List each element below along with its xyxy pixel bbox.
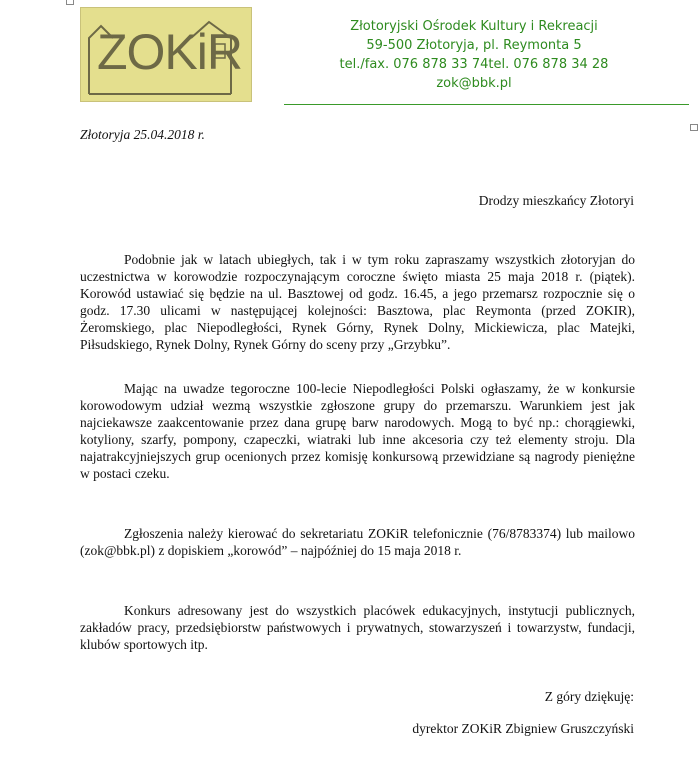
paragraph-2: Mając na uwadze tegoroczne 100-lecie Niepodległości Polski ogłaszamy, że w konkursie korowodowym udział wezmą wszystkie zgłoszone grupy do przemarszu. Warunkiem jest jak najciekawsze zaakcentowanie przez dana grupę barw narodowych. Mogą to być np.: chorągiewki, kotyliony, szarfy, pompony, czapeczki, wiatraki lub inne akcesoria czy też elementy stroju. Dla najatrakcyjniejszych grup ocenionych przez komisję konkursową przewidziane są nagrody pieniężne w postaci czeku. [80,381,635,481]
org-address: 59-500 Złotoryja, pl. Reymonta 5 [366,38,582,53]
letterhead [284,17,664,93]
page-side-mark [690,124,698,131]
letter-date: Złotoryja 25.04.2018 r. [80,127,205,142]
paragraph-1: Podobnie jak w latach ubiegłych, tak i w tym roku zapraszamy wszystkich złotoryjan do uczestnictwa w korowodzie rozpoczynającym coroczne święto miasta 25 maja 2018 r. (piątek). Korowód ustawiać się będzie na ul. Basztowej od godz. 16.45, a jego przemarsz rozpocznie się o godz. 17.30 ulicami w następującej kolejności: Basztowa, plac Reymonta (przed ZOKIR), Żeromskiego, plac Niepodległości, Rynek Górny, Rynek Dolny, Mickiewicza, plac Matejki, Piłsudskiego, Rynek Dolny, Rynek Górny do sceny przy „Grzybku”. [80,252,635,352]
logo-text: ZOKiR [97,24,242,80]
paragraph-4: Konkurs adresowany jest do wszystkich placówek edukacyjnych, instytucji publicznych, zakładów pracy, przedsiębiorstw państwowych i prywatnych, stowarzyszeń i towarzystw, fundacji, klubów sportowych itp. [80,603,635,652]
letter-salutation: Drodzy mieszkańcy Złotoryi [478,193,634,208]
zokir-logo [80,7,252,102]
org-name: Złotoryjski Ośrodek Kultury i Rekreacji [350,19,598,34]
page-corner-mark [66,0,74,5]
letter-signature: dyrektor ZOKiR Zbigniew Gruszczyński [412,721,634,736]
letter-closing: Z góry dziękuję: [544,689,634,704]
org-email: zok@bbk.pl [436,76,512,91]
org-phones: tel./fax. 076 878 33 74tel. 076 878 34 28 [339,57,609,72]
paragraph-3: Zgłoszenia należy kierować do sekretariatu ZOKiR telefonicznie (76/8783374) lub mailowo (zok@bbk.pl) z dopiskiem „korowód” – najpóźniej do 15 maja 2018 r. [80,526,635,558]
header-divider [284,104,689,105]
